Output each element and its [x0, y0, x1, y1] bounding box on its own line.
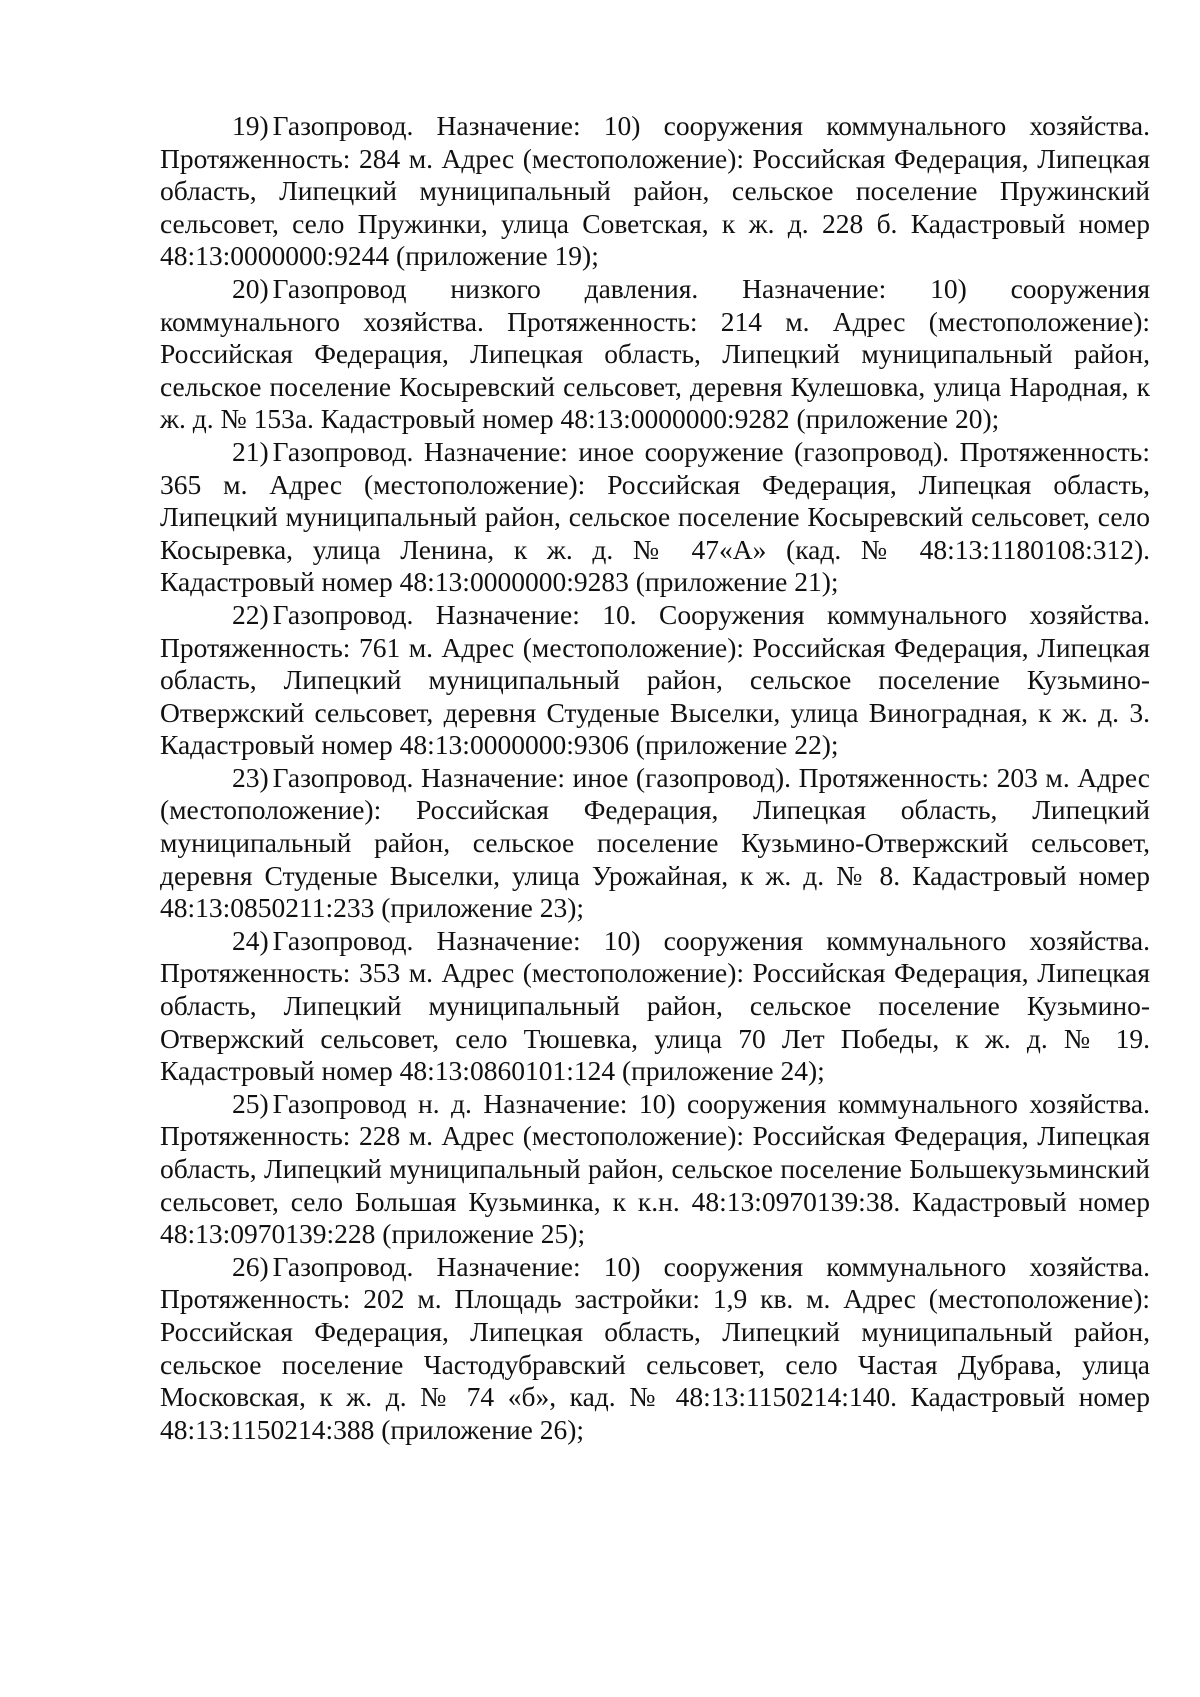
- item-text: Газопровод н. д. Назначение: 10) сооружения коммунального хозяйства. Протяженность: 228 м. Адрес (местоположение): Российская Федерация, Липецкая область, Липецкий муниципальный район, сельское поселение Большекузьминский сельсовет, село Большая Кузьминка, к к.н. 48:13:0970139:38. Кадастровый номер 48:13:0970139:228 (приложение 25);: [160, 1087, 1150, 1250]
- item-number: 24): [232, 924, 269, 956]
- item-number: 21): [232, 435, 269, 467]
- item-number: 20): [232, 272, 269, 304]
- item-number: 22): [232, 598, 269, 630]
- item-number: 19): [232, 110, 269, 141]
- list-item-21: [160, 436, 1150, 599]
- list-item-19: [160, 110, 1150, 273]
- list-item-25: [160, 1088, 1150, 1251]
- list-item-22: [160, 599, 1150, 762]
- item-text: Газопровод. Назначение: иное сооружение (газопровод). Протяженность: 365 м. Адрес (местоположение): Российская Федерация, Липецкая область, Липецкий муниципальный район, сельское поселение Косыревский сельсовет, село Косыревка, улица Ленина, к ж. д. № 47«А» (кад. № 48:13:1180108:312). Кадастровый номер 48:13:0000000:9283 (приложение 21);: [160, 435, 1150, 598]
- list-item-26: [160, 1251, 1150, 1447]
- item-text: Газопровод. Назначение: 10. Сооружения коммунального хозяйства. Протяженность: 761 м. Адрес (местоположение): Российская Федерация, Липецкая область, Липецкий муниципальный район, сельское поселение Кузьмино-Отвержский сельсовет, деревня Студеные Выселки, улица Виноградная, к ж. д. 3. Кадастровый номер 48:13:0000000:9306 (приложение 22);: [160, 598, 1150, 761]
- item-number: 26): [232, 1250, 269, 1282]
- list-item-23: [160, 762, 1150, 925]
- document-body: [160, 110, 1150, 1446]
- item-text: Газопровод. Назначение: иное (газопровод). Протяженность: 203 м. Адрес (местоположение): Российская Федерация, Липецкая область, Липецкий муниципальный район, сельское поселение Кузьмино-Отвержский сельсовет, деревня Студеные Выселки, улица Урожайная, к ж. д. № 8. Кадастровый номер 48:13:0850211:233 (приложение 23);: [160, 761, 1150, 924]
- item-text: Газопровод. Назначение: 10) сооружения коммунального хозяйства. Протяженность: 353 м. Адрес (местоположение): Российская Федерация, Липецкая область, Липецкий муниципальный район, сельское поселение Кузьмино-Отвержский сельсовет, село Тюшевка, улица 70 Лет Победы, к ж. д. № 19. Кадастровый номер 48:13:0860101:124 (приложение 24);: [160, 924, 1150, 1087]
- item-number: 23): [232, 761, 269, 793]
- item-text: Газопровод низкого давления. Назначение: 10) сооружения коммунального хозяйства. Протяженность: 214 м. Адрес (местоположение): Российская Федерация, Липецкая область, Липецкий муниципальный район, сельское поселение Косыревский сельсовет, деревня Кулешовка, улица Народная, к ж. д. № 153а. Кадастровый номер 48:13:0000000:9282 (приложение 20);: [160, 272, 1150, 435]
- list-item-20: [160, 273, 1150, 436]
- item-text: Газопровод. Назначение: 10) сооружения коммунального хозяйства. Протяженность: 284 м. Адрес (местоположение): Российская Федерация, Липецкая область, Липецкий муниципальный район, сельское поселение Пружинский сельсовет, село Пружинки, улица Советская, к ж. д. 228 б. Кадастровый номер 48:13:0000000:9244 (приложение 19);: [160, 110, 1150, 272]
- item-text: Газопровод. Назначение: 10) сооружения коммунального хозяйства. Протяженность: 202 м. Площадь застройки: 1,9 кв. м. Адрес (местоположение): Российская Федерация, Липецкая область, Липецкий муниципальный район, сельское поселение Частодубравский сельсовет, село Частая Дубрава, улица Московская, к ж. д. № 74 «б», кад. № 48:13:1150214:140. Кадастровый номер 48:13:1150214:388 (приложение 26);: [160, 1250, 1150, 1445]
- list-item-24: [160, 925, 1150, 1088]
- item-number: 25): [232, 1087, 269, 1119]
